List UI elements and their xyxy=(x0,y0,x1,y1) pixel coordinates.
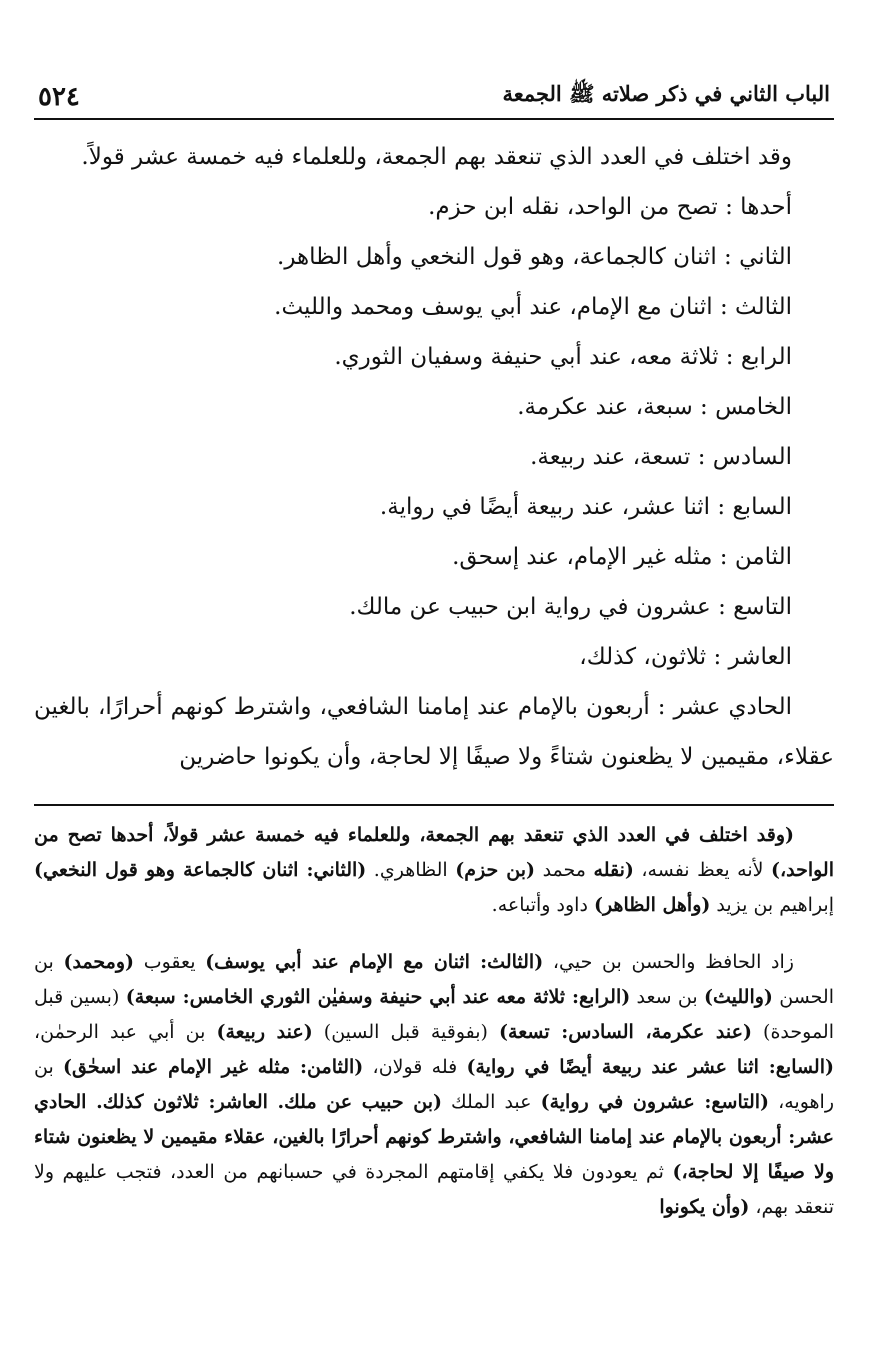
opinion-item: الثالث : اثنان مع الإمام، عند أبي يوسف ومحمد والليث. xyxy=(274,294,792,320)
commentary-text-segment: إبراهيم بن يزيد xyxy=(710,894,834,916)
commentary-text-segment: زاد الحافظ والحسن بن حيي، xyxy=(543,951,794,973)
commentary-text-segment: ثم يعودون فلا يكفي إقامتهم المجردة في حسبانهم من العدد، فتجب عليهم ولا تنعقد بهم، xyxy=(34,1161,834,1218)
quoted-text-segment: (الرابع: ثلاثة معه عند أبي حنيفة وسفيٰن الثوري الخامس: سبعة) xyxy=(125,986,631,1008)
opinion-item: العاشر : ثلاثون، كذلك، xyxy=(579,644,792,670)
running-title: الباب الثاني في ذكر صلاته ﷺ الجمعة xyxy=(502,81,830,106)
commentary-text-segment: بن راهويه، xyxy=(34,1056,834,1113)
opinion-item: أحدها : تصح من الواحد، نقله ابن حزم. xyxy=(428,194,792,220)
quoted-text-segment: (الثاني: اثنان كالجماعة وهو قول النخعي) xyxy=(34,859,367,881)
quoted-text-segment: (وقد اختلف في العدد الذي تنعقد بهم الجمعة، وللعلماء فيه خمسة عشر قولاً، أحدها تصح من الواحد،) xyxy=(34,824,835,881)
book-page xyxy=(34,68,834,1225)
quoted-text-segment: (نقله xyxy=(593,859,634,881)
opinion-item: الخامس : سبعة، عند عكرمة. xyxy=(517,394,792,420)
quoted-text-segment: (السابع: اثنا عشر عند ربيعة أيضًا في رواية) xyxy=(466,1056,834,1078)
opinion-item-continuation: الحادي عشر : أربعون بالإمام عند إمامنا الشافعي، واشترط كونهم أحرارًا، بالغين عقلاء، مقيمين لا يظعنون شتاءً ولا صيفًا إلا لحاجة، وأن يكونوا حاضرين xyxy=(34,694,834,770)
quoted-text-segment: (بن حبيب عن ملك. العاشر: ثلاثون كذلك. الحادي عشر: أربعون بالإمام عند إمامنا الشافعي، واشترط كونهم أحرارًا بالغين، عقلاء مقيمين لا يظعنون شتاء ولا صيفًا إلا لحاجة،) xyxy=(34,1091,834,1183)
quoted-text-segment: (وأن يكونوا xyxy=(659,1196,750,1218)
opinion-item: التاسع : عشرون في رواية ابن حبيب عن مالك. xyxy=(349,594,792,620)
commentary-text-segment: بن سعد xyxy=(630,986,705,1008)
opinions-list xyxy=(34,182,834,782)
commentary-text-segment: داود وأتباعه. xyxy=(491,894,594,916)
commentary-text-segment: (بفوقية قبل السين) xyxy=(312,1021,500,1043)
quoted-text-segment: (عند ربيعة) xyxy=(216,1021,313,1043)
quoted-text-segment: (وأهل الظاهر) xyxy=(593,894,711,916)
page-number: ٥٢٤ xyxy=(38,82,80,112)
quoted-text-segment: (التاسع: عشرون في رواية) xyxy=(540,1091,770,1113)
commentary-paragraph-1 xyxy=(34,818,834,923)
commentary-text-segment: يعقوب xyxy=(134,951,206,973)
quoted-text-segment: (عند عكرمة، السادس: تسعة) xyxy=(499,1021,752,1043)
opinion-item: السادس : تسعة، عند ربيعة. xyxy=(530,444,792,470)
commentary-text-segment: (بسين قبل الموحدة) xyxy=(34,986,834,1043)
opinion-item: الرابع : ثلاثة معه، عند أبي حنيفة وسفيان الثوري. xyxy=(334,344,792,370)
quoted-text-segment: (الثامن: مثله غير الإمام عند اسحٰق) xyxy=(63,1056,364,1078)
footnote-divider xyxy=(34,804,834,806)
main-intro: وقد اختلف في العدد الذي تنعقد بهم الجمعة، وللعلماء فيه خمسة عشر قولاً. xyxy=(81,144,792,170)
main-text xyxy=(34,132,834,782)
commentary-text-segment: لأنه يعظ نفسه، xyxy=(633,859,771,881)
quoted-text-segment: (والليث) xyxy=(704,986,773,1008)
quoted-text-segment: (بن حزم) xyxy=(455,859,536,881)
commentary-text-segment: بن الحسن xyxy=(34,951,834,1008)
opinion-item: السابع : اثنا عشر، عند ربيعة أيضًا في رواية. xyxy=(379,494,792,520)
page-header xyxy=(34,68,834,120)
opinion-item: الثاني : اثنان كالجماعة، وهو قول النخعي وأهل الظاهر. xyxy=(277,244,792,270)
opinion-item: الثامن : مثله غير الإمام، عند إسحق. xyxy=(452,544,792,570)
quoted-text-segment: (ومحمد) xyxy=(63,951,135,973)
commentary-text-segment: عبد الملك xyxy=(441,1091,541,1113)
commentary xyxy=(34,818,834,1225)
quoted-text-segment: (الثالث: اثنان مع الإمام عند أبي يوسف) xyxy=(205,951,544,973)
commentary-text-segment: بن أبي عبد الرحمٰن، xyxy=(34,1021,217,1043)
commentary-paragraph-2 xyxy=(34,945,834,1225)
commentary-text-segment: محمد xyxy=(535,859,594,881)
commentary-text-segment: الظاهري. xyxy=(366,859,456,881)
commentary-text-segment: فله قولان، xyxy=(363,1056,467,1078)
